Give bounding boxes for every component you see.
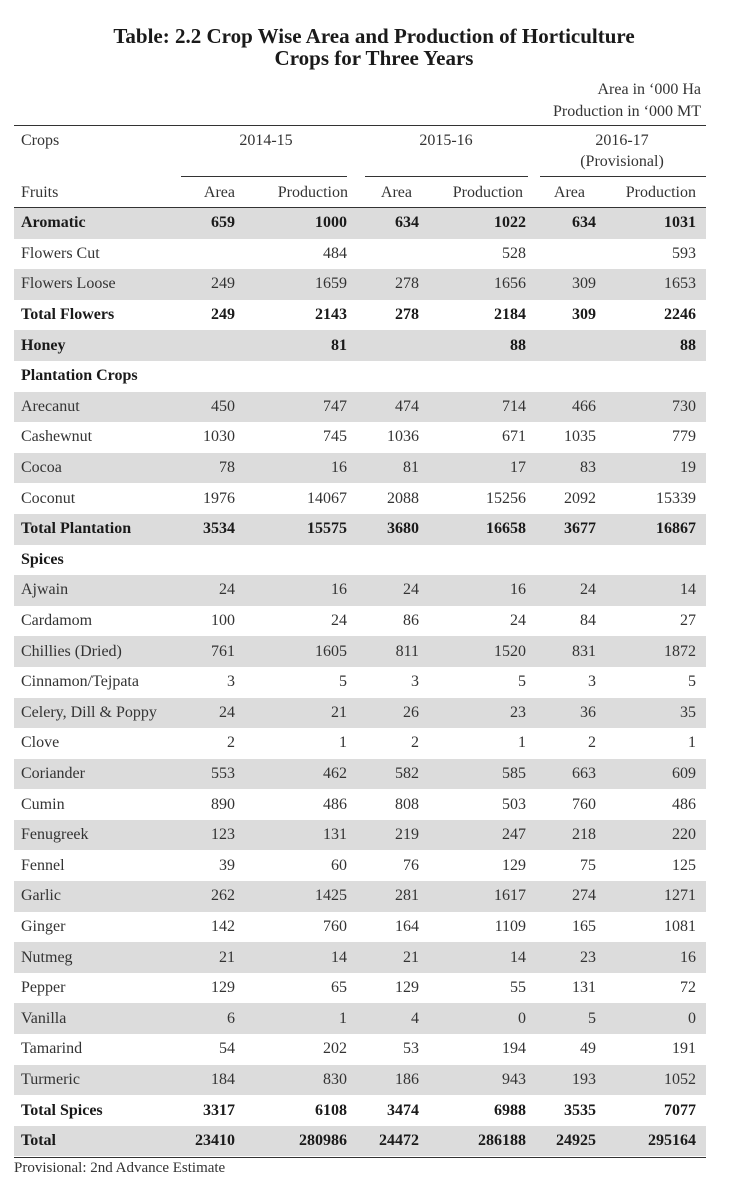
value-cell-a1: 1976: [203, 489, 235, 507]
crop-name-cell: Garlic: [14, 881, 181, 912]
value-cell-a2: 3: [411, 673, 419, 691]
value-cell-a1: 761: [181, 636, 243, 667]
value-cell-p1: 81: [243, 330, 357, 361]
value-cell-p3: 15339: [656, 489, 696, 507]
crop-name-cell: Coriander: [14, 759, 181, 790]
crop-name-cell: Cardamom: [21, 612, 93, 630]
table-row: [14, 514, 706, 545]
value-cell-p2: 16: [427, 575, 536, 606]
value-cell-a3: 23: [536, 942, 604, 973]
value-cell-p2: 943: [427, 1065, 536, 1096]
crop-name-cell: Cumin: [21, 795, 65, 813]
header-provisional-note: (Provisional): [580, 153, 664, 170]
crop-name-cell: Nutmeg: [14, 942, 181, 973]
value-cell-a3: [536, 239, 604, 270]
value-cell-a3: 309: [572, 306, 596, 324]
value-cell-a1: [181, 330, 243, 361]
header-year-2014-15: 2014-15: [239, 132, 293, 149]
value-cell-a3: 193: [536, 1065, 604, 1096]
value-cell-a2: [357, 239, 427, 270]
value-cell-p3: 1872: [604, 636, 706, 667]
table-bottom-rule: [14, 1157, 706, 1158]
header-year-2015-16: 2015-16: [419, 132, 473, 149]
value-cell-p1: 280986: [243, 1126, 357, 1157]
value-cell-a2: 76: [403, 856, 419, 874]
value-cell-a1: 123: [181, 820, 243, 851]
value-cell-a3: [536, 545, 604, 576]
value-cell-p3: 16: [604, 942, 706, 973]
crop-name-cell: Fennel: [21, 856, 65, 874]
header-top-rule: [14, 125, 706, 126]
value-cell-a2: 24: [357, 575, 427, 606]
value-cell-a3: 24: [536, 575, 604, 606]
value-cell-a1: 100: [211, 612, 235, 630]
value-cell-a3: 466: [536, 392, 604, 423]
value-cell-a1: 23410: [181, 1126, 243, 1157]
value-cell-a2: [357, 545, 427, 576]
crop-name-cell: Total: [14, 1126, 181, 1157]
value-cell-p3: 27: [680, 612, 696, 630]
value-cell-a2: 21: [357, 942, 427, 973]
value-cell-a1: 6: [181, 1003, 243, 1034]
value-cell-a3: 49: [580, 1040, 596, 1058]
value-cell-a1: 78: [181, 453, 243, 484]
value-cell-p3: 7077: [664, 1101, 696, 1119]
value-cell-a1: 262: [181, 881, 243, 912]
table-row: [14, 942, 706, 973]
value-cell-p1: 14067: [307, 489, 347, 507]
table-row: [14, 820, 706, 851]
value-cell-a3: 131: [572, 979, 596, 997]
value-cell-p2: 55: [510, 979, 526, 997]
value-cell-a3: 274: [536, 881, 604, 912]
value-cell-p3: 593: [672, 244, 696, 262]
table-row: [14, 667, 706, 698]
table-row: [14, 361, 706, 392]
value-cell-p2: [427, 545, 536, 576]
value-cell-a1: 54: [219, 1040, 235, 1058]
value-cell-a1: 2: [227, 734, 235, 752]
crop-name-cell: Chillies (Dried): [14, 636, 181, 667]
value-cell-p2: 1617: [427, 881, 536, 912]
year-underline-2016-17: [540, 176, 706, 177]
crop-name-cell: Cocoa: [14, 453, 181, 484]
value-cell-a1: [181, 361, 243, 392]
value-cell-p2: 1109: [494, 917, 526, 935]
year-underline-2015-16: [365, 176, 528, 177]
value-cell-p1: 60: [331, 856, 347, 874]
value-cell-a2: 81: [357, 453, 427, 484]
value-cell-a2: 4: [357, 1003, 427, 1034]
value-cell-p2: 286188: [427, 1126, 536, 1157]
crop-name-cell: Fenugreek: [14, 820, 181, 851]
value-cell-a1: 24: [181, 698, 243, 729]
value-cell-p1: 1605: [243, 636, 357, 667]
table-row: [14, 912, 706, 943]
value-cell-a3: 218: [536, 820, 604, 851]
value-cell-a1: 3534: [181, 514, 243, 545]
value-cell-a2: 219: [357, 820, 427, 851]
table-row: [14, 881, 706, 912]
value-cell-p2: 714: [427, 392, 536, 423]
value-cell-p2: 671: [502, 428, 526, 446]
value-cell-a1: 553: [181, 759, 243, 790]
value-cell-p3: 779: [672, 428, 696, 446]
value-cell-a1: 24: [181, 575, 243, 606]
crop-name-cell: Ajwain: [14, 575, 181, 606]
value-cell-p3: [604, 545, 706, 576]
value-cell-p3: 1031: [604, 208, 706, 239]
value-cell-a1: 659: [181, 208, 243, 239]
value-cell-a2: 129: [395, 979, 419, 997]
value-cell-p2: 585: [427, 759, 536, 790]
header-area-2015-16: Area: [380, 184, 412, 201]
value-cell-a3: 84: [580, 612, 596, 630]
value-cell-p2: 129: [502, 856, 526, 874]
value-cell-a1: [181, 239, 243, 270]
table-row: [14, 1095, 706, 1126]
crop-name-cell: Plantation Crops: [21, 367, 138, 385]
value-cell-p2: 88: [427, 330, 536, 361]
value-cell-a3: 663: [536, 759, 604, 790]
value-cell-a3: 36: [536, 698, 604, 729]
value-cell-a2: 1036: [387, 428, 419, 446]
value-cell-p3: 730: [604, 392, 706, 423]
header-crops-label: Crops: [21, 132, 60, 149]
value-cell-p1: 745: [323, 428, 347, 446]
value-cell-p3: 220: [604, 820, 706, 851]
value-cell-p3: 1: [688, 734, 696, 752]
value-cell-a2: 474: [357, 392, 427, 423]
value-cell-p3: 19: [604, 453, 706, 484]
crop-name-cell: Flowers Cut: [21, 244, 100, 262]
value-cell-p2: 503: [502, 795, 526, 813]
crop-name-cell: Ginger: [21, 917, 66, 935]
table-row: [14, 1003, 706, 1034]
crop-name-cell: Cashewnut: [21, 428, 93, 446]
value-cell-p2: 1: [518, 734, 526, 752]
value-cell-a2: 811: [357, 636, 427, 667]
value-cell-p1: 65: [331, 979, 347, 997]
value-cell-p3: 125: [672, 856, 696, 874]
crop-name-cell: Coconut: [21, 489, 76, 507]
footnote: Provisional: 2nd Advance Estimate: [14, 1160, 226, 1176]
table-row: [14, 422, 706, 453]
value-cell-p3: 0: [604, 1003, 706, 1034]
value-cell-a3: 24925: [536, 1126, 604, 1157]
value-cell-a1: [181, 545, 243, 576]
crop-name-cell: Clove: [21, 734, 60, 752]
value-cell-p3: 2246: [664, 306, 696, 324]
crop-name-cell: Honey: [14, 330, 181, 361]
value-cell-p1: 747: [243, 392, 357, 423]
year-underline-2014-15: [181, 176, 347, 177]
value-cell-a2: 278: [357, 269, 427, 300]
value-cell-p2: 528: [502, 244, 526, 262]
value-cell-p2: 23: [427, 698, 536, 729]
table-row: [14, 483, 706, 514]
value-cell-a2: 53: [403, 1040, 419, 1058]
value-cell-a2: 86: [403, 612, 419, 630]
value-cell-p2: 5: [518, 673, 526, 691]
value-cell-p1: 1: [339, 734, 347, 752]
table-row: [14, 239, 706, 270]
value-cell-p2: 17: [427, 453, 536, 484]
value-cell-p3: [604, 361, 706, 392]
value-cell-a3: 75: [580, 856, 596, 874]
value-cell-p1: 760: [323, 917, 347, 935]
table-row: [14, 789, 706, 820]
value-cell-a1: 249: [181, 269, 243, 300]
value-cell-p1: 1425: [243, 881, 357, 912]
value-cell-p3: 191: [672, 1040, 696, 1058]
value-cell-a1: 1030: [203, 428, 235, 446]
value-cell-p1: [243, 545, 357, 576]
value-cell-a3: 1035: [564, 428, 596, 446]
crop-name-cell: Turmeric: [14, 1065, 181, 1096]
header-area-2014-15: Area: [203, 184, 235, 201]
value-cell-a1: 3: [227, 673, 235, 691]
value-cell-a2: 582: [357, 759, 427, 790]
table-title-line-1: Table: 2.2 Crop Wise Area and Production of Horticulture: [113, 24, 635, 48]
value-cell-a2: 3474: [387, 1101, 419, 1119]
table-row: [14, 1034, 706, 1065]
value-cell-p2: 6988: [494, 1101, 526, 1119]
value-cell-a2: 164: [395, 917, 419, 935]
table-title-line-2: Crops for Three Years: [274, 46, 474, 70]
production-unit-note: Production in ‘000 MT: [553, 103, 701, 120]
header-production-2015-16: Production: [452, 184, 523, 201]
value-cell-p2: 1022: [427, 208, 536, 239]
header-year-2016-17: 2016-17: [595, 132, 649, 149]
value-cell-p1: [243, 361, 357, 392]
crop-name-cell: Total Spices: [21, 1101, 103, 1119]
table-row: [14, 575, 706, 606]
value-cell-p3: 295164: [604, 1126, 706, 1157]
value-cell-a1: 129: [211, 979, 235, 997]
crop-name-cell: Spices: [21, 550, 64, 568]
value-cell-a1: 39: [219, 856, 235, 874]
value-cell-a3: [536, 330, 604, 361]
value-cell-p3: 1052: [604, 1065, 706, 1096]
table-row: [14, 728, 706, 759]
value-cell-p3: 486: [672, 795, 696, 813]
table-row: [14, 392, 706, 423]
value-cell-p2: 247: [427, 820, 536, 851]
value-cell-p3: 88: [604, 330, 706, 361]
table-row: [14, 300, 706, 331]
value-cell-a1: 450: [181, 392, 243, 423]
table-row: [14, 269, 706, 300]
table-row: [14, 208, 706, 239]
value-cell-a3: 634: [536, 208, 604, 239]
crop-data-table: [14, 208, 706, 1156]
value-cell-p3: 609: [604, 759, 706, 790]
value-cell-p2: 24: [510, 612, 526, 630]
crop-name-cell: Flowers Loose: [14, 269, 181, 300]
value-cell-a2: 24472: [357, 1126, 427, 1157]
table-row: [14, 330, 706, 361]
value-cell-a2: [357, 330, 427, 361]
value-cell-a3: 3677: [536, 514, 604, 545]
table-row: [14, 545, 706, 576]
value-cell-p3: 35: [604, 698, 706, 729]
value-cell-p3: 1653: [604, 269, 706, 300]
value-cell-p1: 1000: [243, 208, 357, 239]
value-cell-p2: 1656: [427, 269, 536, 300]
value-cell-a1: 3317: [203, 1101, 235, 1119]
value-cell-p2: 1520: [427, 636, 536, 667]
value-cell-p1: 2143: [315, 306, 347, 324]
value-cell-a2: 3680: [357, 514, 427, 545]
value-cell-p2: 14: [427, 942, 536, 973]
area-unit-note: Area in ‘000 Ha: [597, 81, 701, 98]
value-cell-a3: 3: [588, 673, 596, 691]
value-cell-p2: 16658: [427, 514, 536, 545]
value-cell-p1: 16: [243, 575, 357, 606]
table-row: [14, 850, 706, 881]
crop-name-cell: Arecanut: [14, 392, 181, 423]
header-production-2016-17: Production: [625, 184, 696, 201]
value-cell-p1: 1659: [243, 269, 357, 300]
header-production-2014-15: Production: [277, 184, 348, 201]
crop-name-cell: Vanilla: [14, 1003, 181, 1034]
value-cell-a2: 26: [357, 698, 427, 729]
value-cell-a2: 281: [357, 881, 427, 912]
value-cell-a1: 249: [211, 306, 235, 324]
value-cell-a3: 165: [572, 917, 596, 935]
value-cell-a1: 21: [181, 942, 243, 973]
value-cell-p3: 1271: [604, 881, 706, 912]
value-cell-a3: 309: [536, 269, 604, 300]
header-area-2016-17: Area: [553, 184, 585, 201]
value-cell-a3: [536, 361, 604, 392]
value-cell-p1: 5: [339, 673, 347, 691]
value-cell-a1: 184: [181, 1065, 243, 1096]
value-cell-p1: 16: [243, 453, 357, 484]
table-row: [14, 1065, 706, 1096]
table-row: [14, 453, 706, 484]
value-cell-a2: [357, 361, 427, 392]
value-cell-p1: 15575: [243, 514, 357, 545]
value-cell-a1: 142: [211, 917, 235, 935]
table-row: [14, 698, 706, 729]
crop-name-cell: Total Flowers: [21, 306, 115, 324]
crop-name-cell: Celery, Dill & Poppy: [14, 698, 181, 729]
crop-name-cell: Aromatic: [14, 208, 181, 239]
value-cell-p3: 5: [688, 673, 696, 691]
value-cell-p1: 462: [243, 759, 357, 790]
value-cell-a3: 5: [536, 1003, 604, 1034]
value-cell-p1: 131: [243, 820, 357, 851]
value-cell-a3: 760: [572, 795, 596, 813]
value-cell-a2: 2088: [387, 489, 419, 507]
value-cell-p2: 0: [427, 1003, 536, 1034]
value-cell-p1: 24: [331, 612, 347, 630]
value-cell-p1: 830: [243, 1065, 357, 1096]
crop-name-cell: Total Plantation: [14, 514, 181, 545]
value-cell-p2: 15256: [486, 489, 526, 507]
value-cell-a3: 831: [536, 636, 604, 667]
value-cell-p3: 72: [680, 979, 696, 997]
value-cell-p1: 202: [323, 1040, 347, 1058]
value-cell-p1: 21: [243, 698, 357, 729]
value-cell-p1: 1: [243, 1003, 357, 1034]
value-cell-p3: 1081: [664, 917, 696, 935]
value-cell-p2: 194: [502, 1040, 526, 1058]
value-cell-p3: 16867: [604, 514, 706, 545]
value-cell-p1: 6108: [315, 1101, 347, 1119]
value-cell-a2: 278: [395, 306, 419, 324]
table-row: [14, 759, 706, 790]
value-cell-a2: 634: [357, 208, 427, 239]
value-cell-a1: 890: [211, 795, 235, 813]
crop-name-cell: Tamarind: [21, 1040, 83, 1058]
table-row: [14, 636, 706, 667]
value-cell-p2: 2184: [494, 306, 526, 324]
crop-name-cell: Pepper: [21, 979, 66, 997]
table-row: [14, 973, 706, 1004]
value-cell-a2: 186: [357, 1065, 427, 1096]
value-cell-p1: 486: [323, 795, 347, 813]
value-cell-a2: 808: [395, 795, 419, 813]
value-cell-p1: 14: [243, 942, 357, 973]
value-cell-a3: 3535: [564, 1101, 596, 1119]
value-cell-a3: 2: [588, 734, 596, 752]
value-cell-p3: 14: [604, 575, 706, 606]
table-row: [14, 1126, 706, 1157]
table-row: [14, 606, 706, 637]
value-cell-a3: 2092: [564, 489, 596, 507]
value-cell-p2: [427, 361, 536, 392]
value-cell-a2: 2: [411, 734, 419, 752]
value-cell-a3: 83: [536, 453, 604, 484]
crop-name-cell: Cinnamon/Tejpata: [21, 673, 139, 691]
header-fruits-label: Fruits: [21, 184, 59, 201]
value-cell-p1: 484: [323, 244, 347, 262]
